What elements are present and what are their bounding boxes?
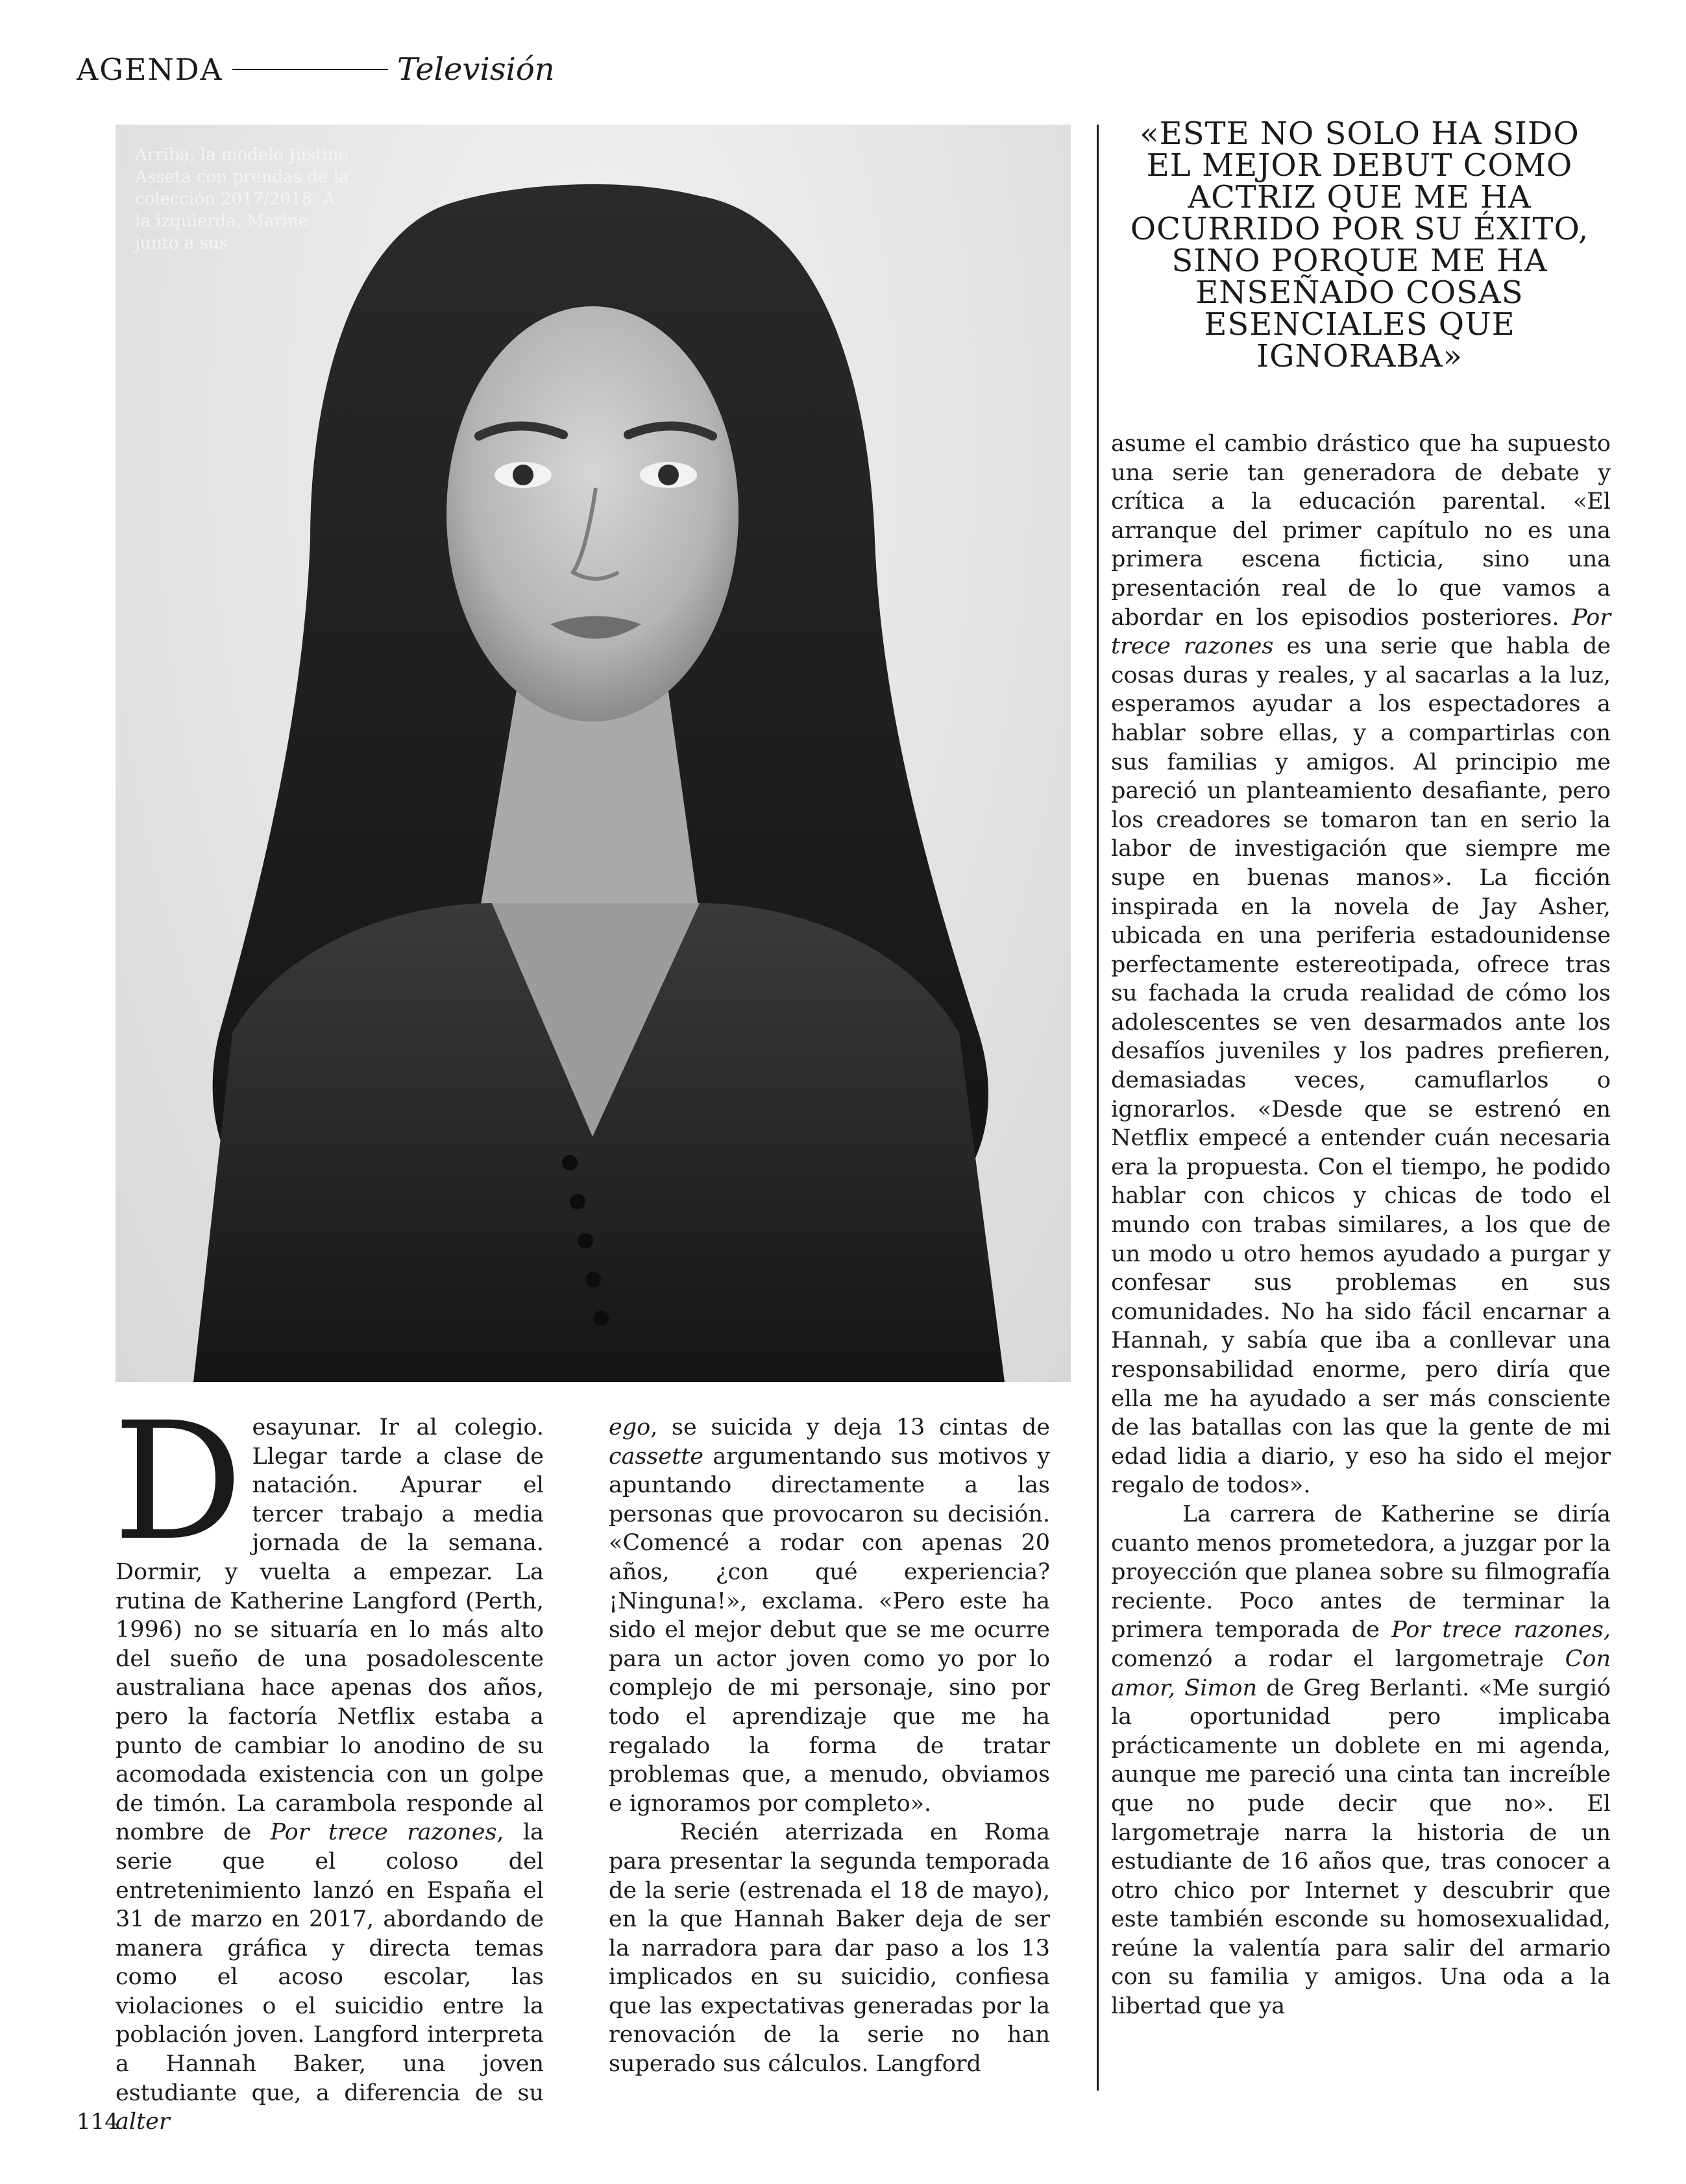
- film-title: Con amor, Simon: [1111, 1645, 1611, 1701]
- italic-term: cassette: [609, 1443, 703, 1470]
- article-column-1: [113, 1387, 544, 2137]
- page-header: [77, 47, 555, 92]
- text-run: , la serie que el coloso del entretenimiento lanzó en España el 31 de marzo en 2017, abordando de manera gráfica y directa temas como el acoso escolar, las violaciones o el suicidio entre la población joven. Langford interpreta a Hannah Baker, una joven estudiante que, a diferencia de su: [116, 1819, 544, 2106]
- text-run: de Greg Berlanti. «Me surgió la oportunidad pero implicaba prácticamente un doblete en mi agenda, aunque me pareció una cinta tan increíble que no pude decir que no». El largometraje narra la historia de un estudiante de 16 años que, tras conocer a otro chico por Internet y descubrir que este también esconde su homosexualidad, reúne la valentía para salir del armario con su familia y amigos. Una oda a la libertad que ya: [1111, 1675, 1611, 2020]
- article-column-2: [609, 1413, 1050, 2079]
- text-run: asume el cambio drástico que ha supuesto una serie tan generadora de debate y crítica a la educación parental. «El arranque del primer capítulo no es una primera escena ficticia, sino una presentación real de lo que vamos a abordar en los episodios posteriores.: [1111, 431, 1611, 631]
- text-run: argumentando sus motivos y apuntando directamente a las personas que provocaron su decisión. «Comencé a rodar con apenas 20 años, ¿con qué experiencia? ¡Ninguna!», exclama. «Pero este ha sido el mejor debut que se me ocurre para un actor joven como yo por lo complejo de mi personaje, sino por todo el aprendizaje que me ha regalado la forma de tratar problemas que, a menudo, obviamos e ignoramos por completo».: [609, 1443, 1050, 1817]
- paragraph: Recién aterrizada en Roma para presentar la segunda temporada de la serie (estrenada el 18 de mayo), en la que Hannah Baker deja de ser la narradora para dar paso a los 13 implicados en su suicidio, confiesa que las expectativas generadas por la renovación de la serie no han superado sus cálculos. Langford: [609, 1819, 1050, 2078]
- series-title: Por trece razones: [270, 1819, 497, 1846]
- paragraph: [113, 1387, 544, 2137]
- text-run: comenzó a rodar el largometraje: [1111, 1645, 1544, 1672]
- drop-cap: D: [113, 1387, 243, 1576]
- photo-caption: Arriba, la modelo Justine Asseta con prendas de la colección 2017/2018. A la izquierda, Marine junto a sus: [135, 145, 349, 253]
- paragraph: [1111, 1500, 1611, 2021]
- series-title: Por trece razones: [1111, 604, 1611, 660]
- series-title: Por trece razones,: [1391, 1617, 1611, 1644]
- page-number: 114: [77, 2109, 119, 2135]
- text-run: esayunar. Ir al colegio. Llegar tarde a clase de natación. Apurar el tercer trabajo a media jornada de la semana. Dormir, y vuelta a empezar. La rutina de Katherine Langford (Perth, 1996) no se situaría en lo más alto del sueño de una posadolescente australiana hace apenas dos años, pero la factoría Netflix estaba a punto de cambiar lo anodino de su acomodada existencia con un golpe de timón. La carambola responde al nombre de: [116, 1414, 544, 1846]
- subsection-label: Televisión: [397, 51, 555, 88]
- text-run: , se suicida y deja 13 cintas de: [650, 1414, 1050, 1440]
- header-rule: [232, 69, 388, 70]
- section-label: AGENDA: [77, 52, 223, 87]
- italic-term: ego: [609, 1414, 651, 1440]
- text-run: es una serie que habla de cosas duras y reales, y al sacarlas a la luz, esperamos ayudar a los espectadores a hablar sobre ellas, y a compartirlas con sus familias y amigos. Al principio me pareció un planteamiento desafiante, pero los creadores se tomaron tan en serio la labor de investigación que siempre me supe en buenas manos». La ficción inspirada en la novela de Jay Asher, ubicada en una periferia estadounidense perfectamente estereotipada, ofrece tras su fachada la cruda realidad de cómo los adolescentes se ven desarmados ante los desafíos juveniles y los padres prefieren, demasiadas veces, camuflarlos o ignorarlos. «Desde que se estrenó en Netflix empecé a entender cuán necesaria era la propuesta. Con el tiempo, he podido hablar con chicos y chicas de todo el mundo con trabas similares, a los que de un modo u otro hemos ayudado a purgar y confesar sus problemas en sus comunidades. No ha sido fácil encarnar a Hannah, y sabía que iba a conllevar una responsabilidad enorme, pero diría que ella me ha ayudado a ser más consciente de las batallas con las que la gente de mi edad lidia a diario, y eso ha sido el mejor regalo de todos».: [1111, 633, 1611, 1499]
- paragraph: [609, 1413, 1050, 1818]
- pull-quote: «ESTE NO SOLO HA SIDO EL MEJOR DEBUT COMO ACTRIZ QUE ME HA OCURRIDO POR SU ÉXITO, SINO PORQUE ME HA ENSEÑADO COSAS ESENCIALES QUE IGNORABA»: [1130, 115, 1589, 374]
- column-divider: [1097, 125, 1099, 2091]
- paragraph: [1111, 430, 1611, 1500]
- text-run: La carrera de Katherine se diría cuanto menos prometedora, a juzgar por la proyección que planea sobre su filmografía reciente. Poco antes de terminar la primera temporada de: [1111, 1501, 1611, 1644]
- article-column-3: [1111, 430, 1611, 2021]
- portrait-illustration: [116, 125, 1071, 1382]
- italic-term: alter: [116, 2109, 170, 2135]
- portrait-photo: [116, 125, 1071, 1382]
